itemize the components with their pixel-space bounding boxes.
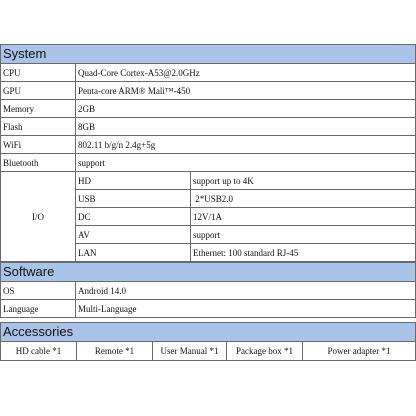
spec-value-flash: 8GB [76,118,416,136]
io-value-usb: 2*USB2.0 [191,190,416,208]
section-header-system: System [0,44,416,63]
accessory-item: HD cable *1 [1,342,77,361]
io-value-av: support [191,226,416,244]
io-port-hd: HD [76,172,191,190]
spec-value-os: Android 14.0 [76,282,416,300]
io-port-av: AV [76,226,191,244]
table-row [1,342,416,361]
io-value-hd: support up to 4K [191,172,416,190]
spec-value-language: Multi-Language [76,300,416,318]
spec-value-wifi: 802.11 b/g/n 2.4g+5g [76,136,416,154]
table-row [1,154,416,172]
table-row [1,300,416,318]
spec-sheet [0,44,416,361]
spec-label-memory: Memory [1,100,76,118]
accessory-item: Remote *1 [77,342,153,361]
table-row [1,82,416,100]
spec-label-io: I/O [1,172,76,262]
io-value-dc: 12V/1A [191,208,416,226]
spec-value-cpu: Quad-Core Cortex-A53@2.0GHz [76,64,416,82]
io-port-dc: DC [76,208,191,226]
spec-label-cpu: CPU [1,64,76,82]
table-row [1,136,416,154]
table-row [1,118,416,136]
spec-label-language: Language [1,300,76,318]
spec-value-gpu: Penta-core ARM® Mali™-450 [76,82,416,100]
table-row [1,64,416,82]
io-value-lan: Ethernet: 100 standard RJ-45 [191,244,416,262]
io-port-usb: USB [76,190,191,208]
spec-label-wifi: WiFi [1,136,76,154]
accessory-item: Package box *1 [227,342,303,361]
table-row [1,100,416,118]
table-row [1,282,416,300]
table-row [1,172,416,190]
accessory-item: User Manual *1 [153,342,227,361]
io-port-lan: LAN [76,244,191,262]
spec-label-bluetooth: Bluetooth [1,154,76,172]
spec-label-flash: Flash [1,118,76,136]
software-table [0,281,416,318]
accessory-item: Power adapter *1 [303,342,416,361]
accessories-table [0,341,416,361]
spec-label-gpu: GPU [1,82,76,100]
spec-value-memory: 2GB [76,100,416,118]
spec-label-os: OS [1,282,76,300]
section-header-software: Software [0,262,416,281]
spec-value-bluetooth: support [76,154,416,172]
system-table [0,63,416,262]
section-header-accessories: Accessories [0,322,416,341]
